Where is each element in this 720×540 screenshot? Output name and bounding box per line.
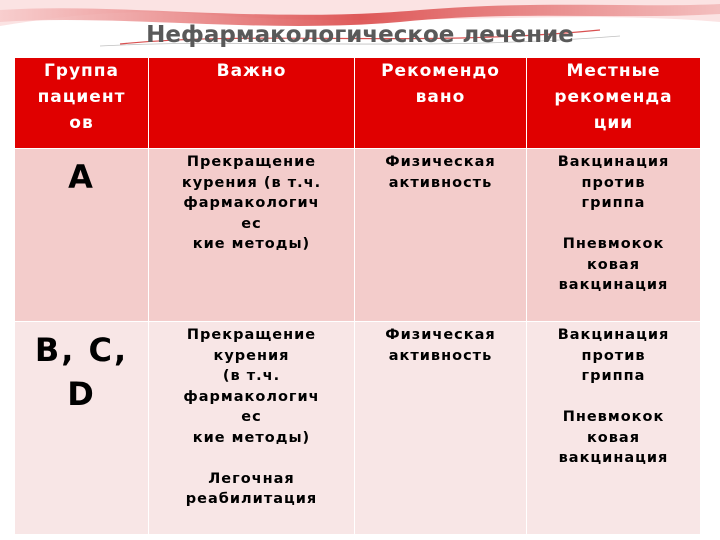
treatment-table <box>14 57 701 535</box>
group-cell <box>15 149 149 322</box>
recommended-cell: Физическая активность <box>355 149 527 322</box>
table-row <box>15 322 701 535</box>
table-header-row <box>15 58 701 149</box>
header-patient-group: Группа пациент ов <box>15 58 149 149</box>
important-cell: Прекращение курения (в т.ч. фармакологич ес кие методы) Легочная реабилитация <box>149 322 355 535</box>
group-cell <box>15 322 149 535</box>
recommended-cell: Физическая активность <box>355 322 527 535</box>
local-cell: Вакцинация против гриппа Пневмокок ковая вакцинация <box>527 149 701 322</box>
header-local-recommendations: Местные рекоменда ции <box>527 58 701 149</box>
table-row <box>15 149 701 322</box>
page-title: Нефармакологическое лечение <box>146 22 574 48</box>
group-label: B, C, <box>34 331 129 369</box>
important-cell: Прекращение курения (в т.ч. фармакологич ес кие методы) <box>149 149 355 322</box>
group-label: D <box>67 375 96 413</box>
group-label: А <box>68 158 95 196</box>
header-recommended: Рекомендо вано <box>355 58 527 149</box>
local-cell: Вакцинация против гриппа Пневмокок ковая вакцинация <box>527 322 701 535</box>
header-important: Важно <box>149 58 355 149</box>
